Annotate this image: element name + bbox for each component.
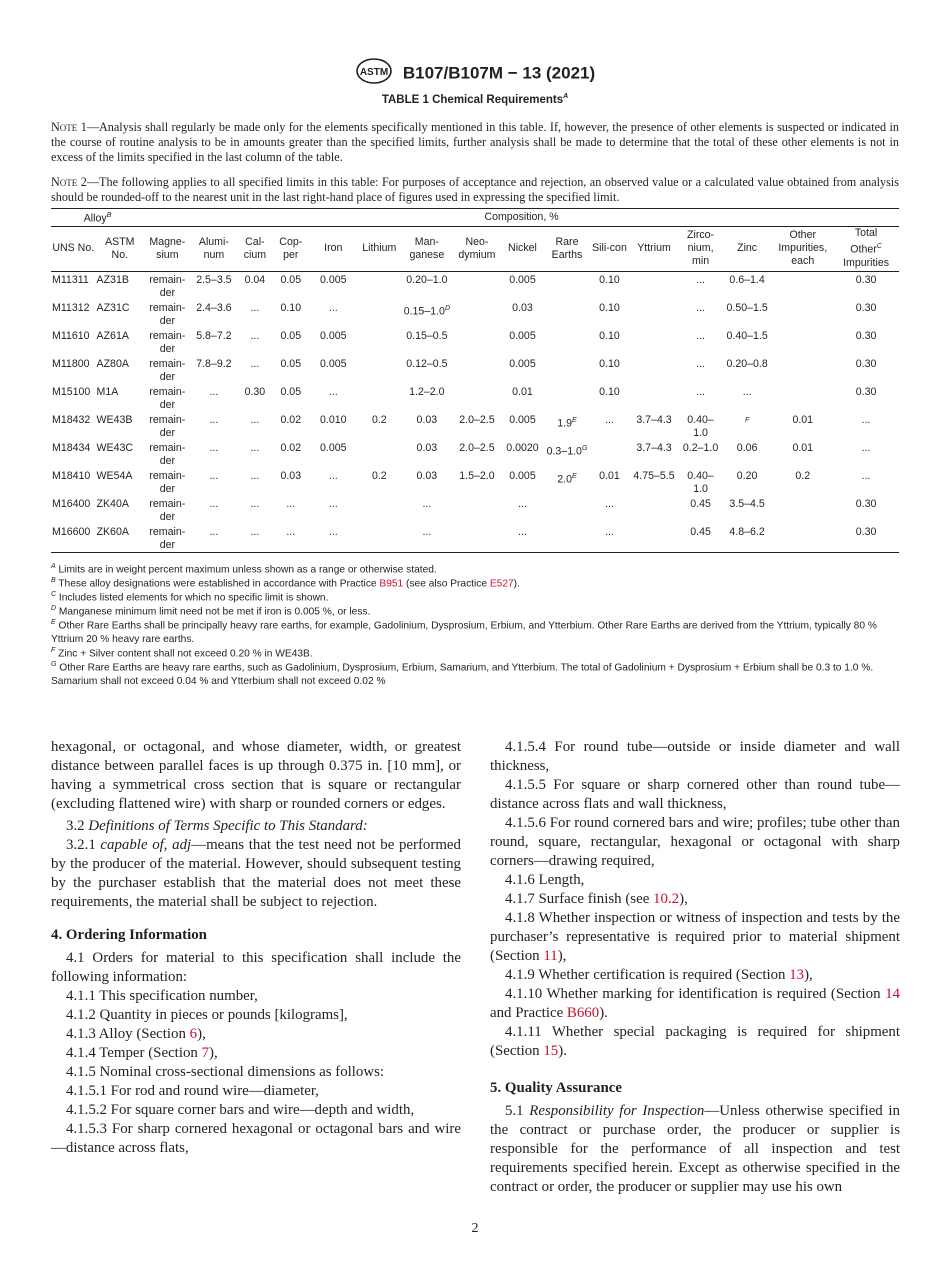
link-section-15[interactable]: 15	[543, 1043, 559, 1059]
table-cell: ...	[250, 497, 260, 510]
column-header: Cal-cium	[237, 226, 272, 271]
table-cell: ...	[273, 524, 309, 553]
table-cell: ...	[861, 441, 871, 454]
table-cell: 0.45	[690, 497, 711, 510]
column-header: Neo-dymium	[453, 226, 502, 271]
table-cell: 0.005	[320, 441, 347, 454]
note-1-label: Note 1	[51, 120, 87, 134]
table-cell: ...	[328, 301, 338, 314]
section-4-1-5-4: 4.1.5.4 For round tube—outside or inside diameter and wall thickness,	[490, 739, 900, 774]
table-cell: remain-der	[149, 469, 186, 495]
table-row	[51, 300, 899, 328]
table-row	[51, 468, 899, 496]
table-cell: 0.005	[509, 357, 536, 370]
table-cell	[358, 271, 402, 300]
page-number: 2	[471, 1221, 479, 1236]
note-1-text: —Analysis shall regularly be made only for the elements specifically mentioned in this table. If, however, the presence of other elements is suspected or indicated in the course of routine analysis to be in amounts greater than the specified limits, further analysis shall be made to determine that the total of these other elements is not in excess of the limits specified in the last column of the table.	[51, 120, 899, 164]
section-4-1-4: 4.1.4 Temper (Section 7),	[66, 1045, 218, 1061]
table-cell	[544, 524, 591, 553]
table-cell: WE54A	[96, 469, 133, 482]
link-b951[interactable]: B951	[379, 578, 404, 590]
table-cell: 0.02	[280, 413, 302, 426]
table-cell: remain-der	[144, 524, 191, 553]
table-cell: ...	[286, 497, 296, 510]
section-4-1-3: 4.1.3 Alloy (Section 6),	[66, 1026, 206, 1042]
section-3-2-1: 3.2.1 capable of, adj—means that the test need not be performed by the producer of the material. However, should subsequent testing by the purchaser establish that the material does not meet these requirements, the material shall be subject to rejection.	[51, 837, 461, 910]
right-column	[490, 738, 900, 1197]
table-cell	[358, 300, 402, 328]
table-cell: ...	[250, 413, 260, 426]
table-cell: 0.05	[280, 385, 302, 398]
table-cell	[453, 496, 502, 524]
table-cell: ...	[696, 329, 705, 342]
table-cell: 0.06	[736, 441, 758, 454]
table-cell: F	[744, 416, 750, 424]
table-cell: 0.20–0.8	[726, 357, 768, 370]
table-cell: ...	[501, 524, 544, 553]
table-cell: $2.0^E$	[557, 472, 577, 486]
table-cell: ...	[605, 413, 614, 426]
column-header: Alumi-num	[191, 226, 238, 271]
table-cell: ...	[250, 469, 260, 482]
table-cell: 0.010	[320, 413, 347, 426]
astm-logo-icon	[355, 57, 393, 90]
column-header: Rare Earths	[544, 226, 591, 271]
table-cell	[544, 356, 591, 384]
table-cell	[629, 328, 680, 356]
footnote-b: $^B$ These alloy designations were established in accordance with Practice B951 (see also Practice E527).	[51, 577, 520, 590]
footnote-e: $^E$ Other Rare Earths shall be principally heavy rare earths, for example, Gadolinium, Dysprosium, Erbium, and Ytterbium. Other Rare Earths are derived from the Yttrium, typically 80 % Yttrium 20 % heavy rare earths.	[51, 619, 877, 646]
table-cell: 3.7–4.3	[636, 441, 672, 454]
table-row	[51, 356, 899, 384]
table-cell: M16600	[51, 524, 96, 553]
chemical-requirements-table	[51, 208, 899, 553]
table-cell: remain-der	[149, 413, 186, 439]
note-2-label: Note 2	[51, 175, 87, 189]
section-4-1-5-6: 4.1.5.6 For round cornered bars and wire; profiles; tube other than round, square, rectangular, hexagonal or octagonal with sharp corners—drawing required,	[490, 815, 900, 869]
table-cell: 2.5–3.5	[196, 273, 232, 286]
table-cell: ...	[209, 385, 219, 398]
table-row	[51, 496, 899, 524]
footnote-d: $^D$ Manganese minimum limit need not be met if iron is 0.005 %, or less.	[51, 605, 371, 618]
table-group-header	[51, 209, 899, 227]
table-note-2	[51, 175, 899, 205]
table-cell: remain-der	[149, 497, 186, 523]
table-cell: 2.0–2.5	[459, 413, 495, 426]
table-cell: ...	[209, 497, 219, 510]
footnote-f: $^F$ Zinc + Silver content shall not exceed 0.20 % in WE43B.	[51, 647, 313, 660]
table-cell: 3.7–4.3	[636, 413, 672, 426]
table-cell: 0.30	[833, 524, 899, 553]
section-4-1-8: 4.1.8 Whether inspection or witness of inspection and tests by the purchaser’s representative is required prior to material shipment (Section 11),	[490, 910, 900, 964]
column-header: Zinc	[722, 226, 773, 271]
table-cell: ...	[237, 524, 272, 553]
table-cell: 0.01	[792, 413, 814, 426]
table-cell: ...	[209, 413, 219, 426]
table-cell: 0.30	[855, 329, 877, 342]
table-cell: ...	[861, 469, 871, 482]
table-cell	[629, 524, 680, 553]
link-section-11[interactable]: 11	[543, 948, 558, 964]
table-cell: 0.45	[679, 524, 722, 553]
table-cell: ...	[696, 357, 705, 370]
section-4-1-5-1: 4.1.5.1 For rod and round wire—diameter,	[66, 1083, 319, 1099]
table-cell: 0.12–0.5	[406, 357, 448, 370]
table-cell: ...	[605, 497, 614, 510]
table-cell: ...	[696, 385, 705, 398]
table-cell: 0.05	[280, 329, 302, 342]
table-cell: 0.10	[599, 357, 620, 370]
column-header: UNS No.	[51, 226, 96, 271]
table-cell: WE43C	[96, 441, 134, 454]
table-cell	[358, 328, 402, 356]
table-cell: ...	[518, 497, 527, 510]
table-cell: 2.4–3.6	[196, 301, 232, 314]
heading-ordering-information: 4. Ordering Information	[51, 927, 207, 943]
footnote-c: $^C$ Includes listed elements for which no specific limit is shown.	[51, 591, 329, 604]
table-cell: M11311	[52, 273, 89, 286]
table-cell: remain-der	[149, 357, 186, 383]
column-header: Lithium	[358, 226, 402, 271]
table-cell: M18432	[52, 413, 91, 426]
table-cell: AZ61A	[96, 329, 129, 342]
table-body	[51, 271, 899, 552]
table-cell: ...	[401, 524, 453, 553]
table-cell: 7.8–9.2	[196, 357, 232, 370]
table-row	[51, 440, 899, 468]
table-cell	[590, 440, 628, 468]
table-cell: 0.02	[280, 441, 302, 454]
table-cell: 0.10	[599, 329, 620, 342]
table-cell: ...	[861, 413, 871, 426]
section-4-1-11: 4.1.11 Whether special packaging is required for shipment (Section 15).	[490, 1024, 900, 1059]
table-cell: 0.2	[795, 469, 811, 482]
table-cell: ...	[309, 524, 358, 553]
table-cell: AZ80A	[96, 357, 129, 370]
footnote-g: $^G$ Other Rare Earths are heavy rare earths, such as Gadolinium, Dysprosium, Erbium, Samarium, and Ytterbium. The total of Gadolinium + Dysprosium + Erbium shall be 0.3 to 1.0 %. Samarium shall not exceed 0.04 % and Ytterbium shall not exceed 0.02 %	[51, 661, 874, 688]
table-cell: 0.005	[509, 413, 536, 426]
composition-group-header: Composition, %	[144, 209, 899, 227]
table-cell	[453, 524, 502, 553]
section-4-1-5-5: 4.1.5.5 For square or sharp cornered other than round tube—distance across flats and wall thickness,	[490, 777, 900, 812]
column-header: Other Impurities, each	[772, 226, 833, 271]
document-header	[0, 57, 950, 90]
table-cell	[772, 271, 833, 300]
table-cell	[544, 496, 591, 524]
section-4-1-9: 4.1.9 Whether certification is required (Section 13),	[505, 967, 813, 983]
table-row	[51, 384, 899, 412]
table-cell: 0.005	[320, 329, 347, 342]
table-title: TABLE 1 Chemical Requirements$^A$	[381, 93, 569, 106]
table-cell: 0.005	[509, 273, 536, 286]
table-cell: 0.30	[855, 301, 877, 314]
table-cell	[629, 271, 680, 300]
table-cell: ...	[742, 385, 752, 398]
table-cell: 0.0020	[506, 441, 539, 454]
table-cell: 0.05	[280, 357, 302, 370]
table-cell: 0.40–1.5	[726, 329, 768, 342]
table-cell	[453, 271, 502, 300]
table-cell: 0.20	[736, 469, 758, 482]
table-cell: ...	[328, 469, 338, 482]
link-section-14[interactable]: 14	[885, 986, 900, 1002]
table-cell: 0.30	[855, 497, 877, 510]
table-cell: 0.03	[416, 469, 438, 482]
heading-quality-assurance: 5. Quality Assurance	[490, 1080, 622, 1096]
column-header: Sili-con	[590, 226, 628, 271]
table-cell: remain-der	[149, 329, 186, 355]
table-cell: 0.01	[792, 441, 814, 454]
table-cell: 0.01	[512, 385, 533, 398]
table-cell: 1.5–2.0	[459, 469, 495, 482]
table-cell: remain-der	[149, 441, 186, 467]
left-column	[51, 738, 461, 1158]
table-cell: 3.5–4.5	[729, 497, 765, 510]
table-cell: remain-der	[149, 385, 186, 411]
section-4-1-7: 4.1.7 Surface finish (see 10.2),	[505, 891, 688, 907]
table-cell: ...	[328, 497, 338, 510]
table-cell	[544, 300, 591, 328]
table-cell: $1.9^E$	[557, 416, 577, 430]
table-cell	[772, 496, 833, 524]
table-cell	[772, 300, 833, 328]
column-header: Magne-sium	[144, 226, 191, 271]
table-cell: 0.2–1.0	[682, 441, 719, 454]
table-cell	[358, 496, 402, 524]
table-cell	[453, 300, 502, 328]
table-cell: AZ31B	[96, 273, 129, 286]
table-cell: $0.15-1.0^D$	[403, 304, 451, 318]
table-cell	[544, 328, 591, 356]
table-cell	[453, 328, 502, 356]
footnote-a: $^A$ Limits are in weight percent maximum unless shown as a range or otherwise stated.	[51, 563, 437, 576]
table-cell: M1A	[96, 385, 119, 398]
table-cell	[544, 384, 591, 412]
section-4-1-6: 4.1.6 Length,	[505, 872, 585, 888]
table-cell: ...	[250, 441, 260, 454]
column-header: ASTM No.	[96, 226, 145, 271]
table-cell	[358, 524, 402, 553]
table-cell: M15100	[52, 385, 91, 398]
table-cell: M18410	[52, 469, 91, 482]
table-cell: AZ31C	[96, 301, 130, 314]
table-cell: ...	[250, 301, 260, 314]
column-header: Man-ganese	[401, 226, 453, 271]
table-cell: 0.30	[855, 273, 877, 286]
table-cell	[772, 524, 833, 553]
section-4-1-10: 4.1.10 Whether marking for identification is required (Section 14 and Practice B660).	[490, 986, 900, 1021]
table-cell	[772, 384, 833, 412]
table-cell	[453, 384, 502, 412]
table-cell	[772, 356, 833, 384]
table-cell	[453, 356, 502, 384]
link-section-10-2[interactable]: 10.2	[653, 891, 680, 907]
table-cell: M16400	[52, 497, 91, 510]
table-cell: 0.50–1.5	[726, 301, 768, 314]
table-cell: 0.30	[244, 385, 266, 398]
section-4-1-5-3: 4.1.5.3 For sharp cornered hexagonal or octagonal bars and wire—distance across flats,	[51, 1121, 461, 1156]
link-section-7[interactable]: 7	[201, 1045, 210, 1061]
table-cell: WE43B	[96, 413, 133, 426]
table-column-header	[51, 226, 899, 271]
table-cell: ZK60A	[96, 524, 145, 553]
table-cell: 0.03	[512, 301, 533, 314]
table-cell: 0.03	[416, 441, 438, 454]
column-header: Nickel	[501, 226, 544, 271]
table-row	[51, 328, 899, 356]
table-cell: 0.30	[855, 357, 877, 370]
table-cell	[629, 356, 680, 384]
table-cell: 0.05	[280, 273, 302, 286]
table-cell: 0.6–1.4	[729, 273, 765, 286]
table-cell: 0.03	[416, 413, 438, 426]
table-cell: ...	[696, 273, 705, 286]
table-cell: $0.3-1.0^G$	[546, 444, 588, 458]
table-cell: remain-der	[149, 273, 186, 299]
table-cell: ...	[328, 385, 338, 398]
table-cell: 0.005	[320, 273, 347, 286]
table-cell: ...	[191, 524, 238, 553]
table-cell: 4.8–6.2	[722, 524, 773, 553]
table-cell: 0.40–1.0	[687, 469, 714, 495]
table-cell	[358, 356, 402, 384]
table-note-1	[51, 120, 899, 165]
table-cell: M11312	[52, 301, 90, 314]
table-cell: remain-der	[149, 301, 186, 327]
astm-logo-text: ASTM	[359, 67, 389, 78]
table-cell: ...	[590, 524, 628, 553]
alloy-group-header: Alloy$^B$	[51, 209, 144, 227]
table-cell: 0.2	[371, 469, 387, 482]
link-section-13[interactable]: 13	[789, 967, 805, 983]
paragraph-continued: hexagonal, or octagonal, and whose diameter, width, or greatest distance between parallel faces is up through 0.375 in. [10 mm], or having a symmetrical cross section that is square or rectangular (excluding flattened wire) with sharp or rounded corners or edges.	[51, 739, 461, 812]
link-b660[interactable]: B660	[566, 1005, 600, 1021]
table-cell	[544, 271, 591, 300]
section-4-1-2: 4.1.2 Quantity in pieces or pounds [kilograms],	[66, 1007, 348, 1023]
section-4-1: 4.1 Orders for material to this specification shall include the following information:	[51, 950, 461, 985]
table-cell: 0.15–0.5	[406, 329, 448, 342]
column-header: Total Other$^C$ Impurities	[833, 226, 899, 271]
table-cell: 0.10	[599, 301, 620, 314]
section-4-1-1: 4.1.1 This specification number,	[66, 988, 258, 1004]
table-cell: ...	[209, 441, 219, 454]
table-cell: 0.10	[599, 385, 620, 398]
table-cell: M11610	[52, 329, 90, 342]
table-cell: 1.2–2.0	[409, 385, 445, 398]
table-cell: 4.75–5.5	[633, 469, 675, 482]
table-cell: 0.2	[371, 413, 387, 426]
link-section-6[interactable]: 6	[189, 1026, 198, 1042]
table-cell: 0.30	[855, 385, 877, 398]
standard-designation: B107/B107M − 13 (2021)	[402, 63, 596, 83]
link-e527[interactable]: E527	[489, 578, 514, 590]
column-header: Cop-per	[273, 226, 309, 271]
table-cell: 0.10	[280, 301, 302, 314]
section-5-1: 5.1 Responsibility for Inspection—Unless otherwise specified in the contract or purchase order, the producer or supplier is responsible for the performance of all inspection and test requirements specified herein. Except as otherwise specified in the contract or order, the producer or supplier may use his own	[490, 1103, 900, 1195]
table-cell	[629, 300, 680, 328]
table-cell: ...	[250, 357, 260, 370]
table-cell: ...	[250, 329, 260, 342]
table-cell: 0.10	[599, 273, 620, 286]
table-cell	[358, 440, 402, 468]
table-row	[51, 412, 899, 440]
column-header: Iron	[309, 226, 358, 271]
table-cell: 0.40–1.0	[687, 413, 714, 439]
table-cell: 2.0–2.5	[459, 441, 495, 454]
table-cell: 0.03	[280, 469, 302, 482]
column-header: Yttrium	[629, 226, 680, 271]
column-header: Zirco-nium, min	[679, 226, 722, 271]
table-cell: M18434	[52, 441, 91, 454]
table-cell: ...	[422, 497, 432, 510]
table-cell: 5.8–7.2	[196, 329, 232, 342]
table-row	[51, 524, 899, 553]
table-cell	[358, 384, 402, 412]
table-row	[51, 271, 899, 300]
table-cell: ZK40A	[96, 497, 129, 510]
table-cell: 0.01	[599, 469, 620, 482]
table-cell	[629, 496, 680, 524]
note-2-text: —The following applies to all specified limits in this table: For purposes of acceptance and rejection, an observed value or a calculated value obtained from analysis should be rounded-off to the nearest unit in the last right-hand place of figures used in expressing the specified limit.	[51, 175, 899, 204]
section-4-1-5: 4.1.5 Nominal cross-sectional dimensions as follows:	[66, 1064, 385, 1080]
table-cell: ...	[209, 469, 219, 482]
table-cell: ...	[696, 301, 705, 314]
table-cell	[629, 384, 680, 412]
section-4-1-5-2: 4.1.5.2 For square corner bars and wire—depth and width,	[66, 1102, 415, 1118]
table-cell	[772, 328, 833, 356]
table-cell: 0.005	[509, 469, 536, 482]
table-cell: M11800	[52, 357, 90, 370]
table-cell: 0.20–1.0	[406, 273, 448, 286]
section-3-2: 3.2 Definitions of Terms Specific to This Standard:	[66, 818, 368, 834]
table-cell: 0.04	[244, 273, 266, 286]
table-cell: 0.005	[509, 329, 536, 342]
table-cell: 0.005	[320, 357, 347, 370]
